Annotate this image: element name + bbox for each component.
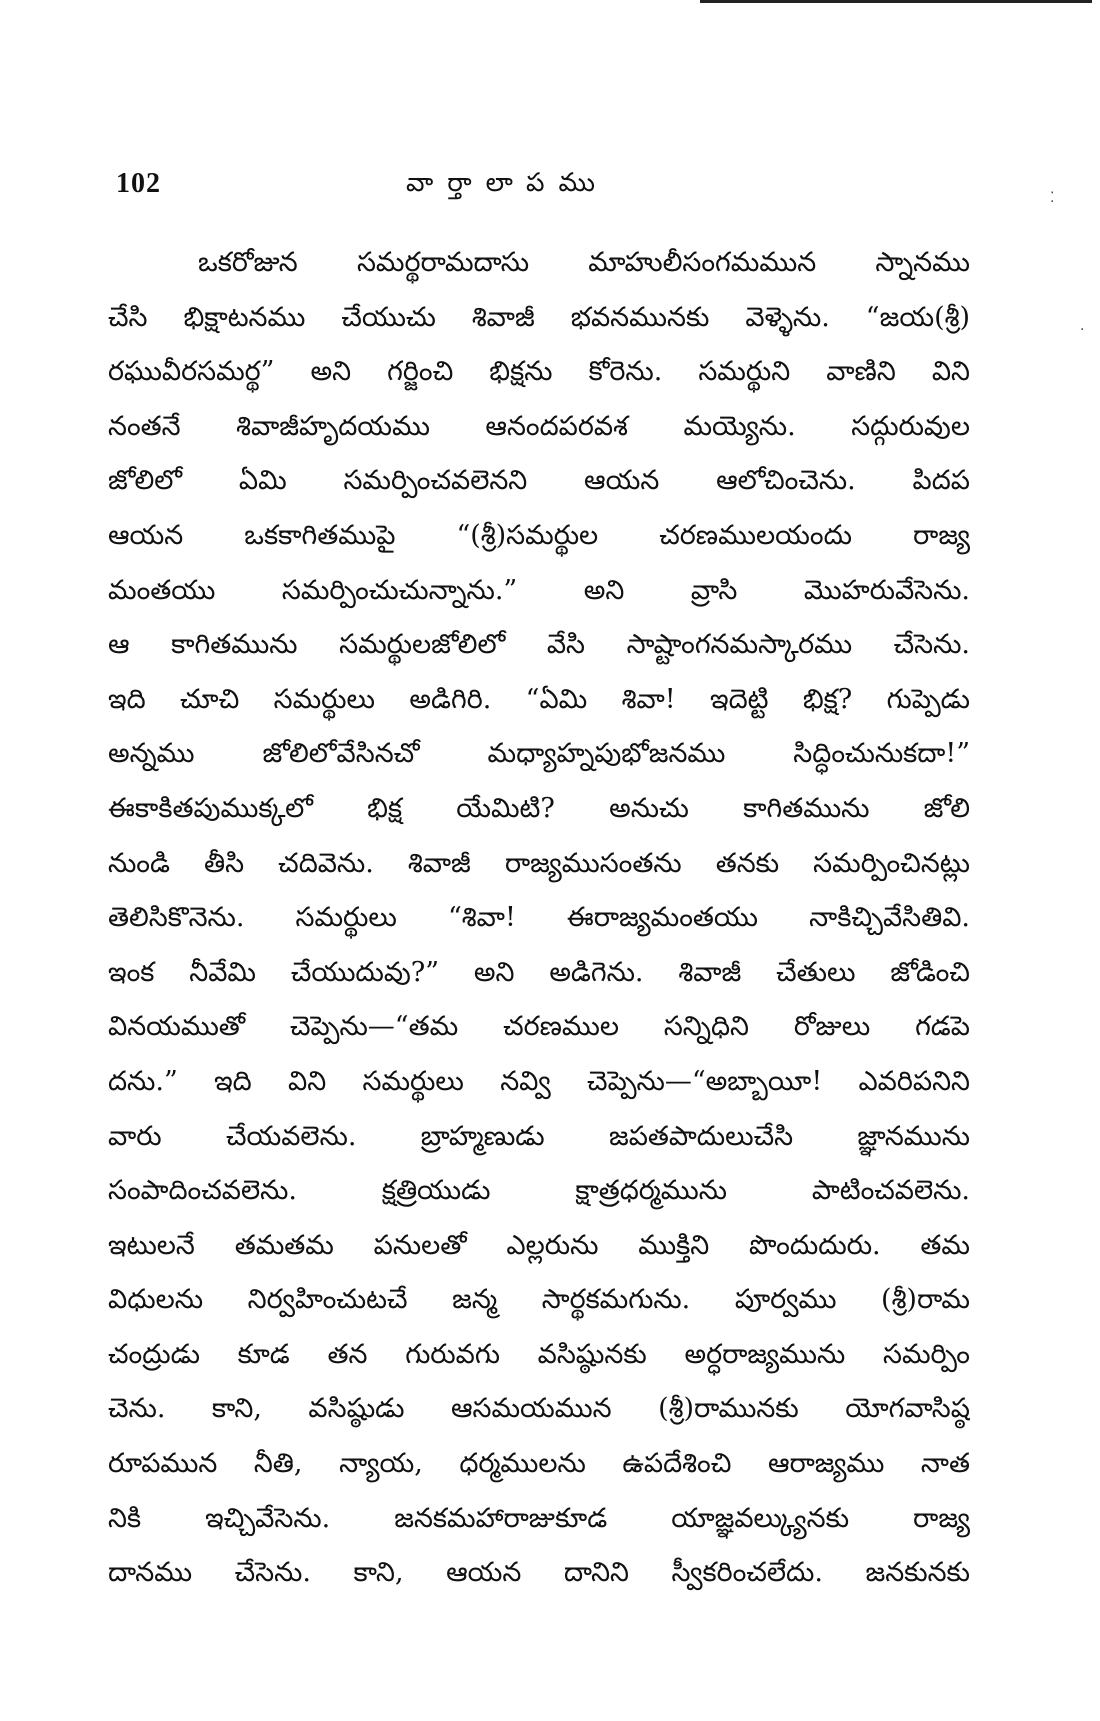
- text-line: ఒకరోజున సమర్థరామదాసు మాహులీసంగమమున స్నానము: [198, 247, 970, 278]
- running-title: వార్తాలాపము: [406, 168, 610, 198]
- text-line: నంతనే శివాజీహృదయము ఆనందపరవశ మయ్యెను. సద్గురువుల: [108, 410, 970, 442]
- page-header: [116, 168, 966, 208]
- text-line: విధులను నిర్వహించుటచే జన్మ సార్థకమగును. పూర్వము (శ్రీ)రామ: [108, 1284, 970, 1316]
- page-number: 102: [116, 168, 161, 199]
- text-line: చంద్రుడు కూడ తన గురువగు వసిష్ఠునకు అర్ధరాజ్యమును సమర్పిం: [108, 1338, 970, 1370]
- text-line: ఆ కాగితమును సమర్థులజోలిలో వేసి సాష్టాంగనమస్కారము చేసెను.: [108, 629, 970, 661]
- text-line: అన్నము జోలిలోవేసినచో మధ్యాహ్నపుభోజనము సిద్ధించునుకదా!”: [108, 738, 970, 770]
- text-line: ఇటులనే తమతమ పనులతో ఎల్లరును ముక్తిని పొందుదురు. తమ: [108, 1229, 970, 1261]
- top-edge-rule: [700, 0, 1092, 3]
- text-line: రూపమున నీతి, న్యాయ, ధర్మములను ఉపదేశించి ఆరాజ్యము నాత: [108, 1448, 970, 1480]
- text-line: వారు చేయవలెను. బ్రాహ్మణుడు జపతపాదులుచేసి జ్ఞానమును: [108, 1120, 970, 1152]
- text-line: ఆయన ఒకకాగితముపై “(శ్రీ)సమర్థుల చరణములయందు రాజ్య: [108, 519, 970, 551]
- text-line: ఇది చూచి సమర్థులు అడిగిరి. “ఏమి శివా! ఇదెట్టి భిక్ష? గుప్పెడు: [108, 683, 970, 715]
- text-line: చేసి భిక్షాటనము చేయుచు శివాజీ భవనమునకు వెళ్ళెను. “జయ(శ్రీ): [108, 301, 970, 333]
- text-line: సంపాదించవలెను. క్షత్రియుడు క్షాత్రధర్మమును పాటించవలెను.: [108, 1175, 970, 1207]
- margin-speck: ·: [1080, 322, 1085, 338]
- text-line: రఘువీరసమర్థ” అని గర్జించి భిక్షను కోరెను. సమర్థుని వాణిని విని: [108, 356, 970, 388]
- text-line: తెలిసికొనెను. సమర్థులు “శివా! ఈరాజ్యమంతయు నాకిచ్చివేసితివి.: [108, 902, 970, 934]
- text-line: జోలిలో ఏమి సమర్పించవలెనని ఆయన ఆలోచించెను. పిదప: [108, 465, 970, 497]
- text-line: ఇంక నీవేమి చేయుదువు?” అని అడిగెను. శివాజీ చేతులు జోడించి: [108, 956, 970, 988]
- body-paragraph: [108, 236, 970, 1601]
- text-line: చెను. కాని, వసిష్ఠుడు ఆసమయమున (శ్రీ)రామునకు యోగవాసిష్ఠ: [108, 1393, 970, 1425]
- text-line: దానము చేసెను. కాని, ఆయన దానిని స్వీకరించలేదు. జనకునకు: [108, 1557, 970, 1589]
- text-line: నుండి తీసి చదివెను. శివాజీ రాజ్యముసంతను తనకు సమర్పించినట్లు: [108, 847, 970, 879]
- text-line: దను.” ఇది విని సమర్థులు నవ్వి చెప్పెను—“అబ్బాయీ! ఎవరిపనిని: [108, 1065, 970, 1097]
- text-line: ఈకాకితపుముక్కలో భిక్ష యేమిటి? అనుచు కాగితమును జోలి: [108, 792, 970, 824]
- text-line: మంతయు సమర్పించుచున్నాను.” అని వ్రాసి మొహరువేసెను.: [108, 574, 970, 606]
- margin-speck: ⁚: [1050, 190, 1055, 206]
- text-line: నికి ఇచ్చివేసెను. జనకమహారాజుకూడ యాజ్ఞవల్క్యునకు రాజ్య: [108, 1502, 970, 1534]
- text-line: వినయముతో చెప్పెను—“తమ చరణముల సన్నిధిని రోజులు గడపె: [108, 1011, 970, 1043]
